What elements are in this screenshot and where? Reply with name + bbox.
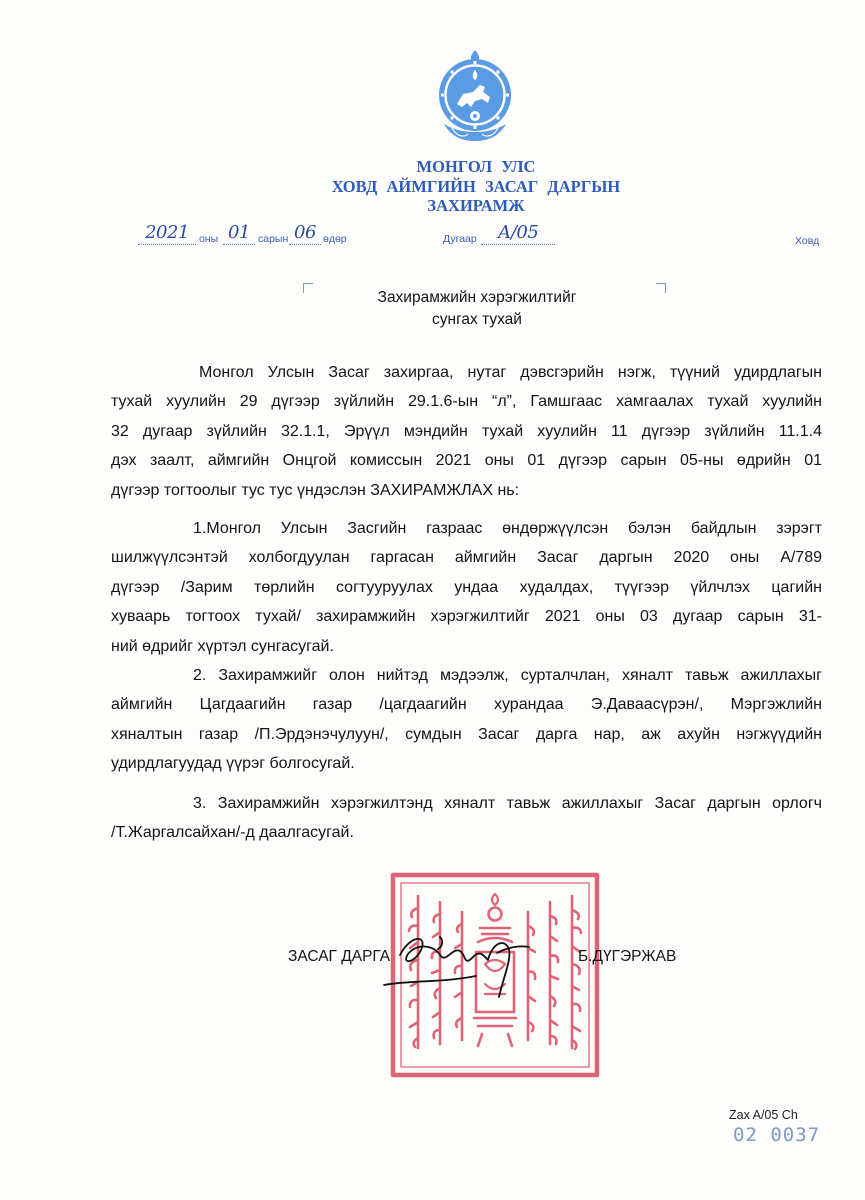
subject-line: сунгах тухай (432, 311, 522, 328)
text-line: 3. Захирамжийн хэрэгжилтэнд хяналт тавьж ажиллахыг Засаг даргын орлогч (193, 795, 822, 812)
date-year-field: 2021 (138, 222, 196, 245)
letterhead-authority: ХОВД АЙМГИЙН ЗАСАГ ДАРГЫН (331, 176, 621, 196)
date-day-field: 06 (289, 222, 321, 245)
document-type-title: ЗАХИРАМЖ (427, 196, 525, 215)
date-month-field: 01 (223, 222, 255, 245)
letterhead-country: МОНГОЛ УЛС (416, 157, 536, 176)
number-field: А/05 (481, 222, 555, 245)
handwritten-signature-icon (380, 925, 540, 1005)
corner-mark-right (656, 283, 666, 293)
text-line: 1.Монгол Улсын Засгийн газраас өндөржүүлсэн бэлэн байдлын зэрэгт (193, 520, 822, 537)
paragraph-clause-2 (111, 661, 822, 779)
date-month-label: сарын (258, 233, 289, 245)
date-day-label: өдөр (323, 233, 347, 245)
date-line (0, 222, 865, 252)
text-line: аймгийн Цагдаагийн газар /цагдаагийн хурандаа Э.Даваасүрэн/, Мэргэжлийн (111, 696, 822, 714)
corner-mark-left (303, 283, 313, 293)
text-line: 2. Захирамжийг олон нийтэд мэдээлж, сурталчлан, хяналт тавьж ажиллахыг (193, 667, 822, 684)
signatory-title: ЗАСАГ ДАРГА (288, 948, 391, 965)
text-line: ний өдрийг хүртэл сунгасугай. (111, 637, 334, 655)
paragraph-clause-1 (111, 514, 822, 661)
place-label: Ховд (795, 235, 820, 247)
text-line: дэх заалт, аймгийн Онцгой комиссын 2021 оны 01 дүгээр сарын 05-ны өдрийн 01 (111, 452, 822, 470)
subject-line: Захирамжийн хэрэгжилтийг (377, 289, 577, 306)
text-line: Монгол Улсын Засаг захиргаа, нутаг дэвсгэрийн нэгж, түүний удирдлагын (199, 364, 822, 381)
paragraph-preamble (111, 358, 822, 505)
number-label: Дугаар (443, 233, 477, 245)
text-line: дүгээр /Зарим төрлийн согтууруулах ундаа худалдах, түүгээр үйлчлэх цагийн (111, 578, 822, 596)
text-line: 32 дугаар зүйлийн 32.1.1, Эрүүл мэндийн тухай хуулийн 11 дүгээр зүйлийн 11.1.4 (111, 422, 822, 440)
reference-code: Zax A/05 Ch (729, 1108, 798, 1122)
text-line: шилжүүлсэнтэй холбогдуулан гаргасан аймгийн Засаг даргын 2020 оны А/789 (111, 549, 822, 567)
registry-number: 02 0037 (733, 1124, 821, 1146)
text-line: хуваарь тогтоох тухай/ захирамжийн хэрэгжилтийг 2021 оны 03 дугаар сарын 31- (111, 608, 822, 626)
text-line: тухай хуулийн 29 дүгээр зүйлийн 29.1.6-ын “л”, Гамшгаас хамгаалах тухай хуулийн (111, 393, 822, 411)
signatory-name: Б.ДҮГЭРЖАВ (578, 948, 677, 965)
paragraph-clause-3 (111, 789, 822, 848)
text-line: дүгээр тогтоолыг тус тус үндэслэн ЗАХИРАМЖЛАХ нь: (111, 481, 520, 499)
state-emblem-icon (430, 50, 520, 142)
text-line: /Т.Жаргалсайхан/-д даалгасугай. (111, 824, 354, 842)
date-year-label: оны (199, 233, 219, 245)
letterhead (276, 157, 676, 216)
text-line: удирдлагуудад үүрэг болгосугай. (111, 755, 355, 773)
subject-title (327, 287, 627, 331)
text-line: хяналтын газар /П.Эрдэнэчулуун/, сумдын Засаг дарга нар, аж ахуйн нэгжүүдийн (111, 725, 822, 743)
